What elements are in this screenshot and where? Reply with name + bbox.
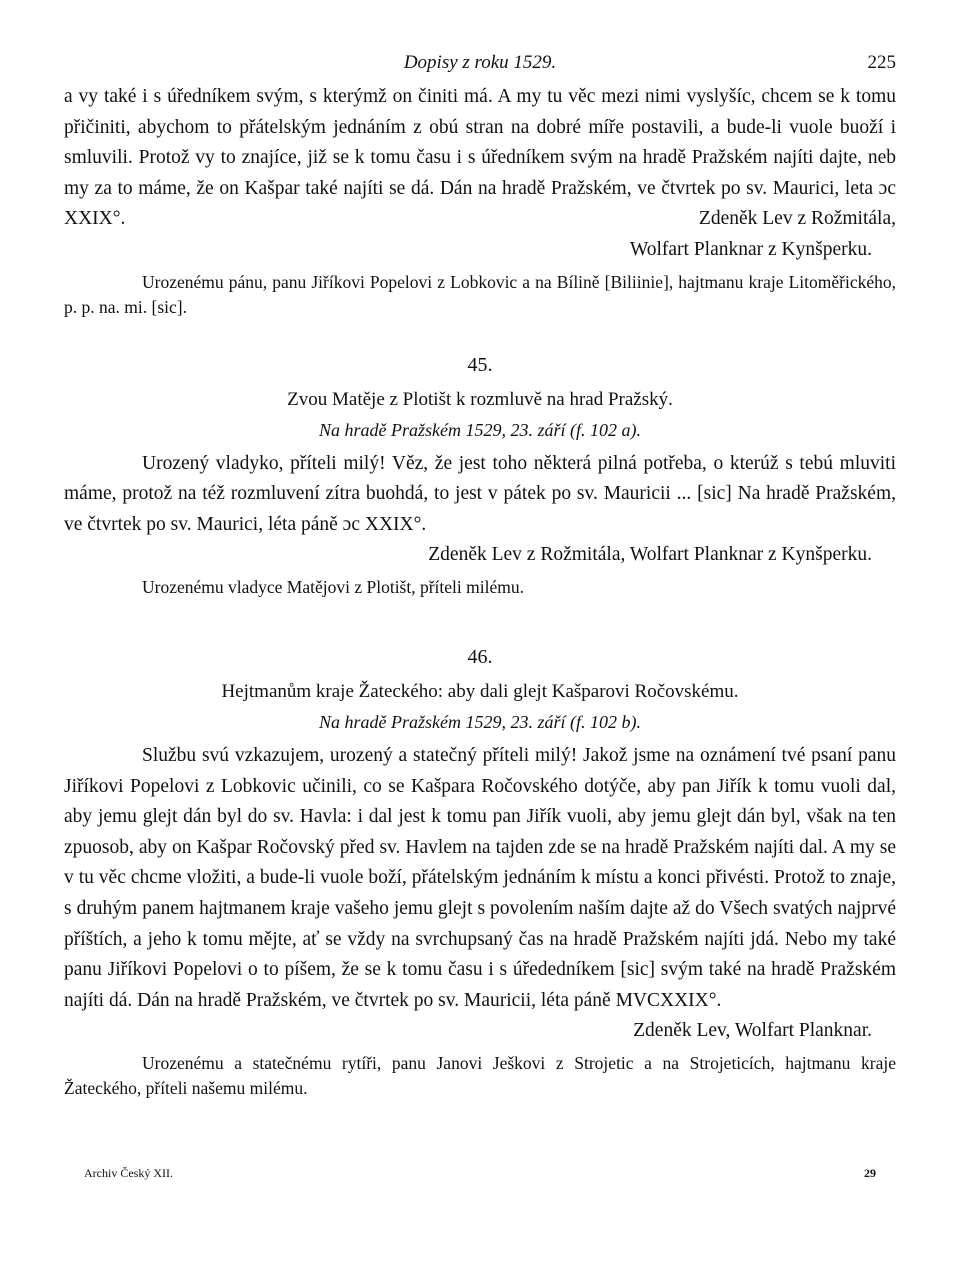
letter-45-number: 45. [467,353,493,376]
continuation-address: Urozenému pánu, panu Jiříkovi Popelovi z Lobkovic a na Bílině [Biliinie], hajtmanu kraje Litoměřického, p. p. na. mi. [sic]. [64,271,896,317]
footer-source: Archiv Český XII. [84,1166,173,1180]
letter-45-date: Na hradě Pražském 1529, 23. září (f. 102 a). [319,419,641,440]
continuation-signature-2: Wolfart Planknar z Kynšperku. [629,238,872,260]
letter-45-address: Urozenému vladyce Matějovi z Plotišt, příteli milému. [142,576,524,597]
page [64,52,896,1101]
page-number: 225 [867,52,896,73]
footer-signature-mark: 29 [864,1166,876,1180]
letter-46-number: 46. [467,645,493,668]
letter-46-body: Službu svú vzkazujem, urozený a statečný příteli milý! Jakož jsme na oznámení tvé psaní panu Jiříkovi Popelovi z Lobkovic učinili, co se Kašpara Ročovského dotýče, aby pan Jiřík k tomu vuoli dal, aby jemu glejt dán byl do sv. Havla: i dal jest k tomu pan Jiřík vuoli, aby jemu glejt dán byl, však na ten zpuosob, aby on Kašpar Ročovský před sv. Havlem na tajden zde se na hradě Pražském najíti dal. A my se v tu věc chcme vložiti, a bude-li vuole boží, přátelským jednáním k místu a konci přivésti. Protož to znaje, s druhým panem hajtmanem kraje vašeho jemu glejt s povolením naším dajte až do Všech svatých najprvé příštích, a jeho k tomu mějte, ať se vždy na svrchupsaný čas na hradě Pražském najíti jdá. Nebo my také panu Jiříkovi Popelovi o to píšem, že se k tomu času i s úřededníkem [sic] svým také na hradě Pražském najíti dá. Dán na hradě Pražském, ve čtvrtek po sv. Mauricii, léta páně MVCXXIX°. [64,744,896,1011]
letter-45-summary: Zvou Matěje z Plotišt k rozmluvě na hrad Pražský. [287,388,673,410]
continuation-signature-1: Zdeněk Lev z Rožmitála, [698,208,896,230]
letter-45-signature: Zdeněk Lev z Rožmitála, Wolfart Planknar z Kynšperku. [428,544,872,566]
continuation-body: a vy také i s úředníkem svým, s kterýmž on činiti má. A my tu věc mezi nimi vyslyšíc, chcem se k tomu přičiniti, abychom to přátelským jednáním z obú stran na dobré míře postavili, a bude-li vuole buoží i smluvili. Protož vy to znajíce, již se k tomu času i s úředníkem svým na hradě Pražském najíti dajte, neb my za to máme, že on Kašpar také najíti se dá. Dán na hradě Pražském, ve čtvrtek po sv. Maurici, leta ɔc XXIX°. [64,86,896,230]
running-title: Dopisy z roku 1529. [403,52,557,73]
letter-46-signature: Zdeněk Lev, Wolfart Planknar. [633,1020,872,1042]
continuation-text [64,82,896,235]
page-header [64,52,896,82]
letter-45-body: Urozený vladyko, příteli milý! Věz, že jest toho některá pilná potřeba, o kterúž s tebú mluviti máme, protož na též rozmluvení zítra buohdá, to jest v pátek po sv. Mauricii ... [sic] Na hradě Pražském, ve čtvrtek po sv. Maurici, léta páně ɔc XXIX°. [64,452,896,535]
letter-46-summary: Hejtmanům kraje Žateckého: aby dali glejt Kašparovi Ročovskému. [221,680,739,702]
letter-46-date: Na hradě Pražském 1529, 23. září (f. 102 b). [319,711,641,732]
letter-46-address: Urozenému a statečnému rytíři, panu Janovi Ješkovi z Strojetic a na Strojeticích, hajtmanu kraje Žateckého, příteli našemu milému. [64,1052,896,1098]
